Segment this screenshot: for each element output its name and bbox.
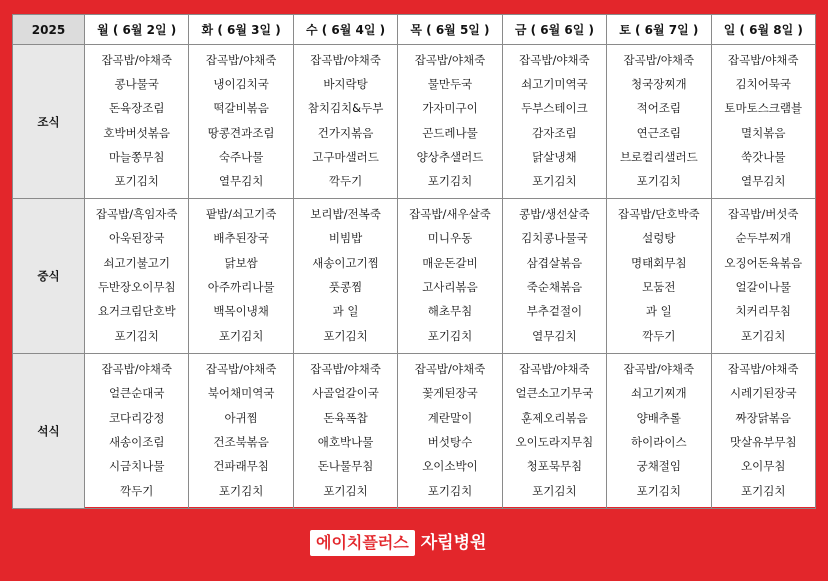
menu-item: 잡곡밥/야채죽: [414, 362, 486, 377]
menu-item: 얼큰소고기무국: [515, 386, 594, 401]
menu-item: 오이무침: [741, 459, 786, 474]
meal-label: 중식: [13, 199, 85, 354]
menu-item: 물만두국: [427, 77, 473, 92]
menu-cell: [293, 354, 397, 509]
menu-item: 잡곡밥/버섯죽: [728, 207, 799, 222]
header-row: [13, 15, 816, 45]
menu-item: 풋콩찜: [328, 280, 363, 295]
menu-item-list: [607, 45, 710, 198]
menu-item: 궁채절임: [636, 459, 682, 474]
menu-item: 잡곡밥/야채죽: [728, 53, 799, 68]
menu-item: 열무김치: [741, 173, 786, 188]
brand-logo-text: 자립병원: [420, 533, 487, 553]
menu-item: 쑥갓나물: [741, 149, 786, 164]
menu-item: 돈나물무침: [317, 459, 374, 474]
year-header: 2025: [13, 15, 85, 45]
day-header: 화 ( 6월 3일 ): [189, 15, 293, 45]
menu-item: 오이도라지무침: [515, 435, 594, 450]
menu-item: 포기김치: [218, 483, 264, 498]
menu-item: 과 일: [332, 304, 359, 319]
hospital-logo: [310, 528, 486, 558]
menu-item-list: [503, 199, 606, 353]
menu-item: 오이소박이: [422, 459, 478, 474]
menu-item: 잡곡밥/야채죽: [623, 53, 695, 68]
menu-item: 계란말이: [427, 410, 473, 425]
day-header: 목 ( 6월 5일 ): [398, 15, 502, 45]
menu-item: 적어조림: [636, 101, 682, 116]
menu-item: 모둠전: [642, 280, 676, 295]
menu-item: 포기김치: [636, 483, 682, 498]
menu-item: 열무김치: [218, 173, 264, 188]
menu-item: 잡곡밥/야채죽: [101, 362, 172, 377]
meal-label: 조식: [13, 45, 85, 199]
menu-item: 잡곡밥/야채죽: [623, 362, 695, 377]
menu-item: 잡곡밥/야채죽: [519, 53, 590, 68]
menu-item: 보리밥/전복죽: [310, 207, 381, 222]
menu-item: 잡곡밥/야채죽: [205, 362, 277, 377]
menu-item-list: [712, 45, 815, 198]
menu-item: 잡곡밥/야채죽: [101, 53, 172, 68]
menu-item: 닭살냉채: [532, 149, 577, 164]
menu-item: 잡곡밥/야채죽: [310, 53, 381, 68]
menu-item: 돈육폭찹: [323, 410, 368, 425]
menu-item: 잡곡밥/흑임자죽: [95, 207, 178, 222]
menu-item: 건가지볶음: [317, 125, 374, 140]
menu-item: 과 일: [645, 304, 672, 319]
menu-item: 포기김치: [532, 173, 577, 188]
menu-cell: [711, 199, 815, 354]
menu-item: 브로컬리샐러드: [619, 149, 698, 164]
menu-item: 청국장찌개: [631, 77, 687, 92]
menu-item-list: [294, 354, 397, 508]
menu-item: 맛살유부무침: [729, 435, 797, 450]
menu-cell: [85, 199, 189, 354]
menu-item: 잡곡밥/단호박죽: [618, 207, 700, 222]
menu-item: 포기김치: [532, 483, 577, 498]
menu-item: 오징어돈육볶음: [724, 255, 803, 270]
meal-row: [13, 354, 816, 509]
day-header: 수 ( 6월 4일 ): [293, 15, 397, 45]
menu-cell: [293, 199, 397, 354]
menu-item: 치커리무침: [735, 304, 792, 319]
menu-cell: [293, 45, 397, 199]
menu-item: 시레기된장국: [729, 386, 797, 401]
menu-item: 아욱된장국: [108, 231, 165, 246]
menu-item: 아귀찜: [224, 410, 258, 425]
menu-item: 떡갈비볶음: [213, 101, 269, 116]
menu-item: 닭보쌈: [224, 255, 258, 270]
menu-item: 미니우동: [427, 231, 473, 246]
menu-item-list: [398, 45, 501, 198]
meal-label: 석식: [13, 354, 85, 509]
menu-cell: [607, 354, 711, 509]
menu-item: 돈육장조림: [108, 101, 165, 116]
menu-item-list: [503, 354, 606, 508]
menu-item: 포기김치: [218, 328, 264, 343]
menu-item-list: [607, 354, 710, 508]
menu-cell: [607, 45, 711, 199]
menu-item: 포기김치: [323, 483, 368, 498]
menu-item: 순두부찌개: [735, 231, 792, 246]
menu-item: 가자미구이: [422, 101, 478, 116]
menu-item-list: [712, 199, 815, 353]
menu-item: 잡곡밥/야채죽: [205, 53, 277, 68]
menu-item: 포기김치: [741, 483, 786, 498]
menu-item: 콩나물국: [114, 77, 159, 92]
meal-row: [13, 45, 816, 199]
menu-item-list: [85, 199, 188, 353]
menu-item: 양배추롤: [636, 410, 682, 425]
menu-cell: [85, 354, 189, 509]
day-header: 일 ( 6월 8일 ): [711, 15, 815, 45]
menu-item: 토마토스크램블: [724, 101, 803, 116]
menu-item-list: [607, 199, 710, 353]
menu-item: 잡곡밥/야채죽: [414, 53, 486, 68]
menu-item: 얼큰순대국: [108, 386, 165, 401]
menu-item: 냉이김치국: [213, 77, 269, 92]
menu-item: 바지락탕: [323, 77, 368, 92]
menu-item-list: [398, 199, 501, 353]
menu-item: 고구마샐러드: [312, 149, 379, 164]
brand-logo-box: 에이치플러스: [310, 530, 415, 556]
menu-item: 열무김치: [532, 328, 577, 343]
day-header: 월 ( 6월 2일 ): [85, 15, 189, 45]
menu-item: 포기김치: [427, 483, 473, 498]
menu-item: 설렁탕: [642, 231, 676, 246]
menu-item: 감자조림: [532, 125, 577, 140]
menu-item: 삼겹살볶음: [526, 255, 583, 270]
menu-item: 연근조림: [636, 125, 682, 140]
menu-item: 잡곡밥/야채죽: [519, 362, 590, 377]
menu-item: 부추겉절이: [526, 304, 583, 319]
menu-item: 참치김치&두부: [307, 101, 384, 116]
menu-item: 잡곡밥/야채죽: [310, 362, 381, 377]
menu-item: 건파래무침: [213, 459, 269, 474]
menu-item-list: [85, 45, 188, 198]
menu-item-list: [85, 354, 188, 508]
weekly-menu-table: [12, 14, 816, 509]
menu-item: 깍두기: [120, 483, 154, 498]
menu-item: 명태회무침: [631, 255, 687, 270]
menu-item: 새송이조림: [108, 435, 165, 450]
menu-item: 김치어묵국: [735, 77, 792, 92]
day-header: 토 ( 6월 7일 ): [607, 15, 711, 45]
menu-item: 북어채미역국: [207, 386, 275, 401]
menu-item: 두반장오이무침: [97, 280, 176, 295]
menu-item: 버섯탕수: [427, 435, 473, 450]
menu-item: 요거크림단호박: [97, 304, 176, 319]
menu-item: 매운돈갈비: [422, 255, 478, 270]
menu-item: 포기김치: [636, 173, 682, 188]
menu-item: 배추된장국: [213, 231, 269, 246]
menu-item: 해초무침: [427, 304, 473, 319]
menu-item: 숙주나물: [218, 149, 264, 164]
menu-cell: [398, 354, 502, 509]
menu-item: 잡곡밥/새우살죽: [409, 207, 491, 222]
menu-item: 훈제오리볶음: [521, 410, 588, 425]
menu-item: 아주까리나물: [207, 280, 275, 295]
menu-item: 얼갈이나물: [735, 280, 792, 295]
menu-cell: [607, 199, 711, 354]
menu-item: 잡곡밥/야채죽: [728, 362, 799, 377]
menu-item: 포기김치: [323, 328, 368, 343]
menu-item: 곤드레나물: [422, 125, 478, 140]
menu-item: 청포묵무침: [526, 459, 583, 474]
day-header: 금 ( 6월 6일 ): [502, 15, 606, 45]
menu-cell: [398, 45, 502, 199]
menu-cell: [502, 354, 606, 509]
menu-item: 죽순채볶음: [526, 280, 583, 295]
menu-item: 백목이냉채: [213, 304, 269, 319]
menu-item: 두부스테이크: [521, 101, 588, 116]
menu-sheet: [12, 14, 816, 507]
menu-item: 꽃게된장국: [422, 386, 478, 401]
menu-item: 고사리볶음: [422, 280, 478, 295]
menu-item-list: [398, 354, 501, 508]
menu-cell: [502, 199, 606, 354]
menu-item: 김치콩나물국: [521, 231, 588, 246]
menu-item: 애호박나물: [317, 435, 374, 450]
menu-item: 코다리강정: [108, 410, 165, 425]
menu-item: 시금치나물: [108, 459, 165, 474]
menu-cell: [189, 199, 293, 354]
menu-item: 땅콩견과조림: [207, 125, 275, 140]
menu-cell: [85, 45, 189, 199]
menu-item: 짜장닭볶음: [735, 410, 792, 425]
menu-cell: [398, 199, 502, 354]
menu-item: 비빔밥: [328, 231, 363, 246]
menu-item-list: [294, 45, 397, 198]
menu-item-list: [712, 354, 815, 508]
menu-cell: [502, 45, 606, 199]
menu-cell: [711, 354, 815, 509]
menu-item: 양상추샐러드: [416, 149, 484, 164]
menu-item: 쇠고기불고기: [103, 255, 171, 270]
menu-item: 포기김치: [427, 173, 473, 188]
menu-item: 하이라이스: [631, 435, 687, 450]
menu-cell: [189, 354, 293, 509]
menu-item-list: [189, 199, 292, 353]
menu-cell: [189, 45, 293, 199]
menu-item: 팥밥/쇠고기죽: [205, 207, 277, 222]
menu-item: 쇠고기찌개: [631, 386, 687, 401]
menu-item: 포기김치: [114, 173, 159, 188]
menu-item: 쇠고기미역국: [521, 77, 588, 92]
menu-item-list: [189, 45, 292, 198]
menu-item-list: [294, 199, 397, 353]
menu-item: 호박버섯볶음: [103, 125, 171, 140]
menu-item: 건조북볶음: [213, 435, 269, 450]
menu-item: 멸치볶음: [741, 125, 786, 140]
menu-cell: [711, 45, 815, 199]
menu-item: 포기김치: [741, 328, 786, 343]
menu-item-list: [503, 45, 606, 198]
menu-item: 콩밥/생선살죽: [519, 207, 590, 222]
menu-item: 사골얼갈이국: [312, 386, 379, 401]
menu-item: 새송이고기찜: [312, 255, 379, 270]
menu-item: 깍두기: [328, 173, 363, 188]
menu-item: 깍두기: [642, 328, 676, 343]
menu-item-list: [189, 354, 292, 508]
menu-item: 마늘쫑무침: [108, 149, 165, 164]
menu-item: 포기김치: [427, 328, 473, 343]
menu-item: 포기김치: [114, 328, 159, 343]
meal-row: [13, 199, 816, 354]
